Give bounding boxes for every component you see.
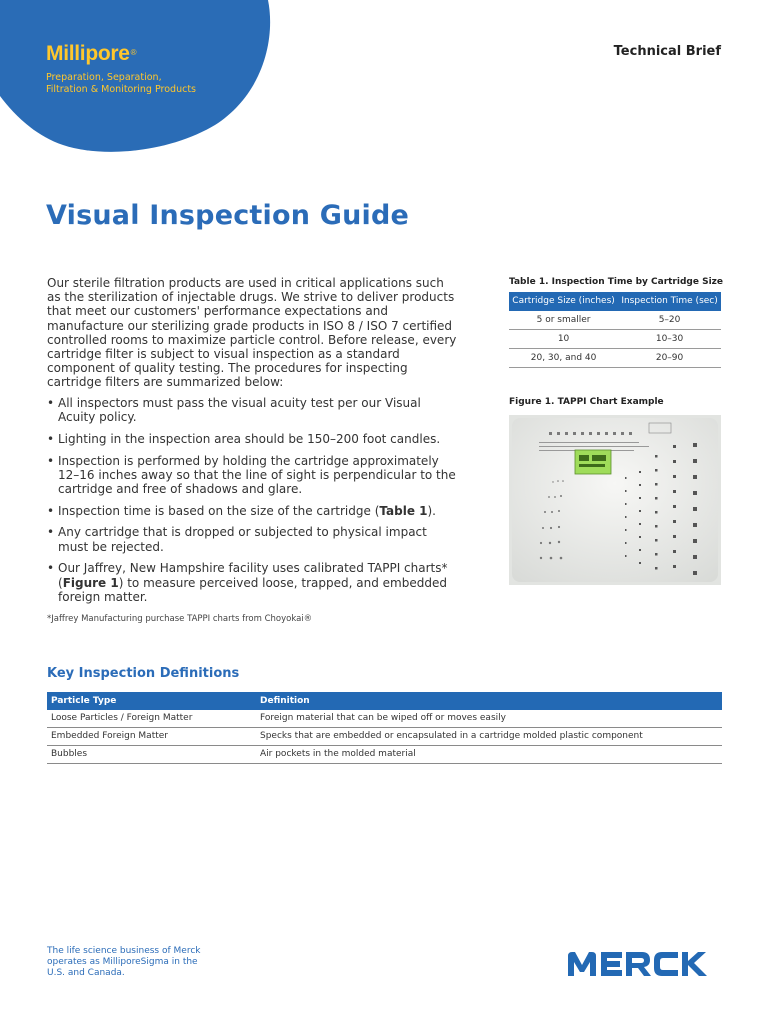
table-row xyxy=(47,728,722,746)
millipore-logo xyxy=(46,42,206,96)
table-cell: Specks that are embedded or encapsulated in a cartridge molded plastic component xyxy=(256,728,722,746)
footer-text: The life science business of Merck operates as MilliporeSigma in the U.S. and Canada. xyxy=(47,946,201,978)
table-cell: 20–90 xyxy=(618,349,721,368)
figure-reference: Figure 1 xyxy=(62,575,119,590)
table-row xyxy=(509,311,721,330)
table-row xyxy=(509,330,721,349)
intro-paragraph: Our sterile filtration products are used in critical applications such as the sterilization of injectable drugs. We strive to deliver products that meet our customers' performance expectations and manufacture our sterilizing grade products in ISO 8 / ISO 7 certified controlled rooms to maximize particle control. Before release, every cartridge filter is subject to visual inspection as a standard component of quality testing. The procedures for inspecting cartridge filters are summarized below: xyxy=(47,276,457,390)
table-cell: Bubbles xyxy=(47,746,256,764)
merck-logo xyxy=(566,950,722,978)
table-cell: 10–30 xyxy=(618,330,721,349)
list-item: • Inspection time is based on the size of the cartridge (Table 1). xyxy=(47,504,459,518)
table-cell: 10 xyxy=(509,330,618,349)
brand-name: Millipore® xyxy=(46,42,137,65)
column-header: Definition xyxy=(256,692,722,710)
list-item: • Any cartridge that is dropped or subjected to physical impact must be rejected. xyxy=(47,525,459,553)
table-cell: Loose Particles / Foreign Matter xyxy=(47,710,256,728)
page-title: Visual Inspection Guide xyxy=(46,200,410,231)
list-item: • Lighting in the inspection area should be 150–200 foot candles. xyxy=(47,432,459,446)
tappi-chart-photo xyxy=(509,415,721,585)
table-cell: Foreign material that can be wiped off or moves easily xyxy=(256,710,722,728)
table-cell: 5 or smaller xyxy=(509,311,618,330)
table-row xyxy=(509,349,721,368)
column-header: Particle Type xyxy=(47,692,256,710)
table-row xyxy=(47,710,722,728)
list-item: • Inspection is performed by holding the cartridge approximately 12–16 inches away so that the line of sight is perpendicular to the cartridge and free of shadows and glare. xyxy=(47,454,459,497)
procedure-list xyxy=(47,396,459,611)
table-cell: Air pockets in the molded material xyxy=(256,746,722,764)
table-cell: Embedded Foreign Matter xyxy=(47,728,256,746)
list-item: • Our Jaffrey, New Hampshire facility uses calibrated TAPPI charts* (Figure 1) to measure perceived loose, trapped, and embedded foreign matter. xyxy=(47,561,459,604)
figure1-caption: Figure 1. TAPPI Chart Example xyxy=(509,397,664,407)
document-type: Technical Brief xyxy=(613,44,721,59)
table-header-row xyxy=(47,692,722,710)
table-reference: Table 1 xyxy=(379,503,428,518)
key-definitions-heading: Key Inspection Definitions xyxy=(47,666,240,681)
table-cell: 5–20 xyxy=(618,311,721,330)
table-cell: 20, 30, and 40 xyxy=(509,349,618,368)
brand-tagline: Preparation, Separation, Filtration & Monitoring Products xyxy=(46,72,196,95)
column-header: Cartridge Size (inches) xyxy=(509,292,618,311)
list-item: • All inspectors must pass the visual acuity test per our Visual Acuity policy. xyxy=(47,396,459,424)
table-row xyxy=(47,746,722,764)
table-header-row xyxy=(509,292,721,311)
column-header: Inspection Time (sec) xyxy=(618,292,721,311)
key-definitions-table xyxy=(47,692,722,764)
table1-caption: Table 1. Inspection Time by Cartridge Size xyxy=(509,277,723,287)
inspection-time-table xyxy=(509,292,721,368)
footnote: *Jaffrey Manufacturing purchase TAPPI charts from Choyokai® xyxy=(47,614,313,624)
